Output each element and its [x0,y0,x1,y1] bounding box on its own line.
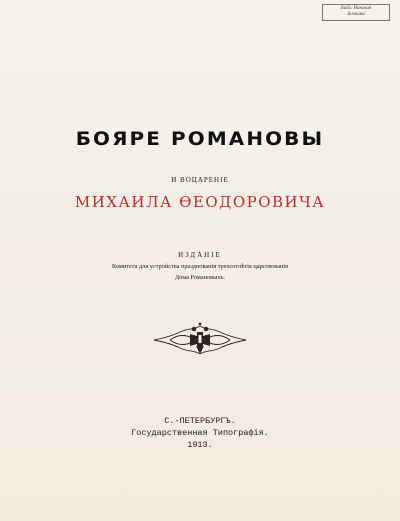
library-stamp [322,4,390,21]
imprint-city: С.-ПЕТЕРБУРГЪ. [164,416,236,426]
imprint [0,415,400,451]
edition-label: ИЗДАНІЕ [178,251,222,259]
committee-line-2: Дома Романовыхъ. [174,274,226,281]
imprint-year: 1913. [187,440,213,450]
double-eagle-ornament [150,320,250,360]
publisher-committee [0,261,400,283]
imprint-press: Государственная Типографія. [131,428,269,438]
book-title: БОЯРЕ РОМАНОВЫ [75,128,325,150]
stamp-line-2: Бочкина [347,12,365,17]
book-subtitle: И ВОЦАРЕНІЕ [171,176,229,184]
committee-line-1: Комитета для устройства празднованія трехсотлѣтія царствованія [111,263,289,270]
tsar-name: МИХАИЛА ѲЕОДОРОВИЧА [74,193,326,211]
stamp-line-1: Библ. Николая [340,6,372,11]
